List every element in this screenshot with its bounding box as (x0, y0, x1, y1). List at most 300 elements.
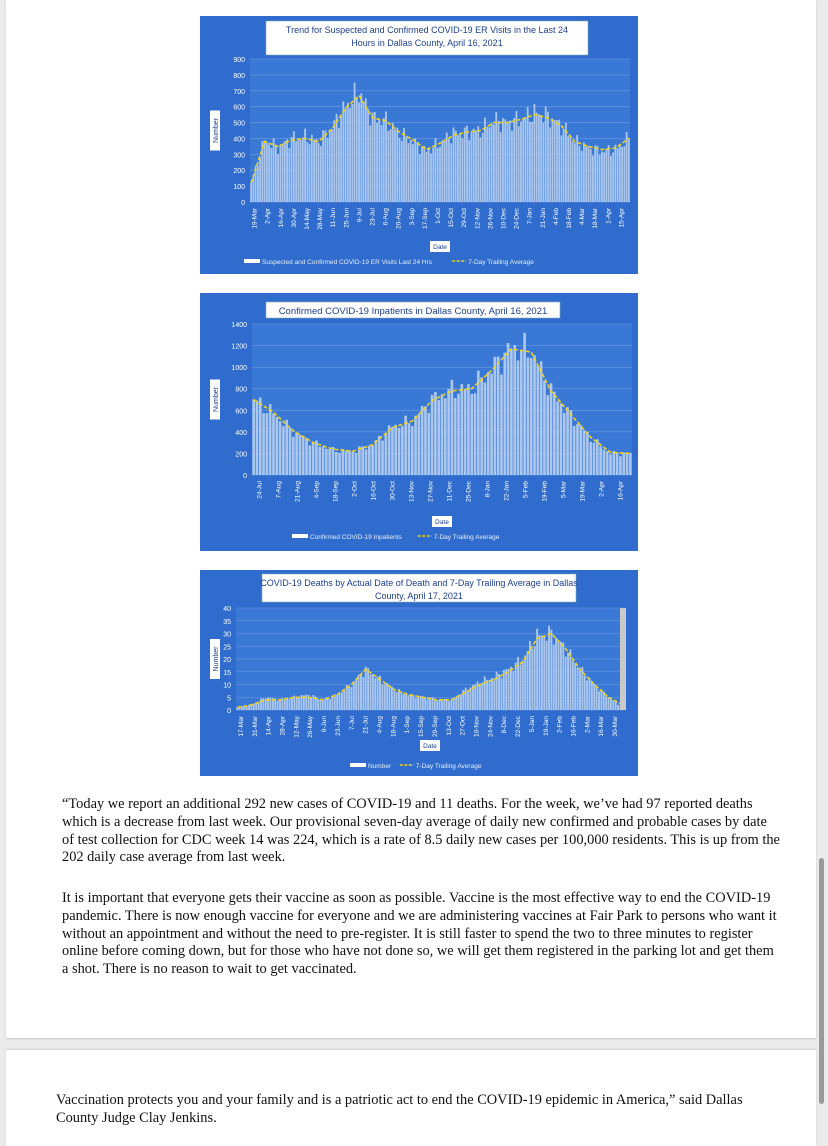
x-tick-label: 8-Jan (484, 481, 492, 498)
x-tick-label: 16-Mar (598, 716, 606, 737)
data-bar (570, 410, 573, 475)
data-bar (317, 699, 319, 710)
data-bar (408, 143, 410, 202)
data-bar (351, 452, 354, 475)
y-tick-label: 200 (235, 451, 247, 459)
data-bar (322, 447, 325, 475)
data-bar (448, 701, 450, 710)
data-bar (306, 142, 308, 202)
data-bar (329, 130, 331, 202)
data-bar (331, 697, 333, 710)
data-bar (461, 384, 464, 475)
x-tick-label: 2-Mar (584, 716, 592, 733)
data-bar (289, 699, 291, 710)
data-bar (480, 137, 482, 202)
data-bar (296, 698, 298, 710)
data-bar (275, 145, 277, 202)
data-bar (394, 129, 396, 202)
data-bar (484, 118, 486, 202)
data-bar (391, 687, 393, 710)
data-bar (327, 138, 329, 202)
data-bar (590, 149, 592, 202)
data-bar (538, 114, 540, 202)
data-bar (418, 414, 421, 475)
data-bar (510, 349, 513, 475)
data-bar (346, 685, 348, 710)
y-tick-label: 0 (227, 708, 231, 715)
data-bar (368, 446, 371, 475)
data-bar (309, 144, 311, 202)
data-bar (565, 656, 567, 710)
data-bar (567, 136, 569, 202)
data-bar (313, 140, 315, 202)
data-bar (475, 130, 477, 202)
y-tick-label: 0 (241, 200, 245, 207)
data-bar (320, 146, 322, 202)
data-bar (536, 113, 538, 202)
data-bar (495, 112, 497, 202)
data-bar (358, 102, 360, 202)
x-axis-label: Date (433, 244, 447, 251)
x-tick-label: 5-Mar (560, 481, 568, 498)
data-bar (572, 141, 574, 202)
data-bar (470, 394, 473, 475)
chart-title-line-2: Hours in Dallas County, April 16, 2021 (351, 38, 503, 48)
x-tick-label: 28-Apr (279, 716, 287, 736)
x-tick-label: 1-Apr (605, 208, 613, 224)
data-bar (453, 128, 455, 202)
data-bar (467, 691, 469, 710)
data-bar (493, 678, 495, 710)
x-tick-label: 11-Dec (446, 481, 454, 502)
data-bar (311, 135, 313, 202)
data-bar (439, 700, 441, 710)
data-bar (403, 128, 405, 202)
data-bar (371, 446, 374, 475)
data-bar (372, 674, 374, 710)
data-bar (540, 116, 542, 202)
y-tick-label: 600 (235, 408, 247, 416)
data-bar (465, 688, 467, 710)
x-tick-label: 4-Mar (579, 208, 587, 225)
data-bar (534, 646, 536, 710)
data-bar (385, 433, 388, 475)
data-bar (427, 413, 430, 475)
chart-title-line-1: COVID-19 Deaths by Actual Date of Death and 7-Day Trailing Average in Dallas (260, 578, 578, 588)
x-tick-label: 9-Jun (321, 716, 329, 733)
data-bar (500, 375, 503, 475)
data-bar (279, 145, 281, 202)
data-bar (599, 446, 602, 475)
data-bar (302, 137, 304, 202)
data-bar (426, 152, 428, 202)
data-bar (592, 155, 594, 202)
scrollbar-thumb[interactable] (819, 858, 824, 1104)
data-bar (423, 146, 425, 202)
x-tick-label: 23-Jul (369, 208, 377, 226)
data-bar (320, 699, 322, 710)
paragraph-case-report: “Today we report an additional 292 new cases of COVID-19 and 11 deaths. For the week, we’ve had 97 reported deaths which is a decrease from last week. Our provisional seven-day average of daily new confirmed and probable cases by date of test collection for CDC week 14 was 224, which is a rate of 8.5 daily new cases per 100,000 residents. This is up from the 202 daily case average from last week. (62, 796, 780, 866)
data-bar (589, 678, 591, 710)
data-bar (552, 118, 554, 202)
x-tick-label: 28-May (317, 208, 325, 230)
data-bar (541, 635, 543, 710)
x-tick-label: 21-Aug (294, 481, 302, 502)
data-bar (539, 635, 541, 710)
data-bar (410, 694, 412, 710)
x-tick-label: 8-Dec (501, 716, 509, 734)
data-bar (266, 142, 268, 202)
data-bar (257, 165, 259, 202)
x-tick-label: 17-Sep (421, 208, 429, 229)
x-tick-label: 24-Nov (487, 716, 495, 737)
data-bar (309, 445, 312, 475)
data-bar (282, 144, 284, 202)
data-bar (459, 133, 461, 202)
data-bar (365, 667, 367, 710)
data-bar (516, 111, 518, 202)
y-tick-label: 1400 (231, 322, 247, 329)
er-visits-chart (200, 16, 638, 274)
data-bar (484, 382, 487, 475)
data-bar (451, 380, 454, 475)
data-bar (270, 148, 272, 202)
data-bar (504, 119, 506, 202)
x-tick-label: 3-Sep (408, 208, 416, 226)
data-bar (493, 124, 495, 202)
x-tick-label: 13-Oct (445, 716, 453, 736)
data-bar (581, 151, 583, 202)
data-bar (494, 357, 497, 475)
y-tick-label: 1200 (231, 343, 247, 351)
x-tick-label: 29-Sep (431, 716, 439, 737)
data-bar (253, 704, 255, 710)
data-bar (486, 680, 488, 710)
data-bar (525, 117, 527, 202)
data-bar (250, 183, 252, 202)
data-bar (405, 136, 407, 202)
data-bar (285, 420, 288, 475)
data-bar (355, 453, 358, 475)
data-bar (400, 692, 402, 710)
data-bar (527, 107, 529, 202)
data-bar (372, 113, 374, 202)
data-bar (522, 660, 524, 710)
data-bar (424, 406, 427, 475)
data-bar (518, 126, 520, 202)
data-bar (558, 640, 560, 710)
document-page (6, 0, 816, 1038)
data-bar (517, 360, 520, 475)
data-bar (543, 636, 545, 710)
data-bar (455, 697, 457, 710)
data-bar (586, 680, 588, 710)
data-bar (553, 644, 555, 710)
data-bar (350, 687, 352, 710)
data-bar (429, 699, 431, 710)
data-bar (428, 149, 430, 202)
data-bar (622, 452, 625, 475)
data-bar (363, 102, 365, 202)
data-bar (500, 132, 502, 202)
x-tick-label: 30-Mar (612, 716, 620, 737)
data-bar (585, 146, 587, 202)
data-bar (548, 626, 550, 710)
y-tick-label: 30 (223, 631, 231, 639)
data-bar (277, 154, 279, 202)
data-bar (396, 692, 398, 710)
data-bar (381, 684, 383, 710)
data-bar (259, 157, 261, 202)
data-bar (304, 129, 306, 202)
data-bar (531, 122, 533, 202)
x-tick-label: 7-Aug (275, 481, 283, 499)
data-bar (333, 120, 335, 202)
data-bar (520, 350, 523, 475)
data-bar (340, 115, 342, 202)
data-bar (328, 449, 331, 475)
data-bar (523, 333, 526, 475)
data-bar (441, 140, 443, 202)
data-bar (384, 684, 386, 710)
data-bar (439, 147, 441, 202)
chart-title-line-2: County, April 17, 2021 (375, 591, 463, 601)
data-bar (264, 140, 266, 202)
y-tick-label: 25 (223, 644, 231, 652)
data-bar (279, 421, 282, 475)
data-bar (448, 139, 450, 202)
data-bar (464, 127, 466, 202)
x-axis-label: Date (435, 519, 449, 526)
data-bar (421, 406, 424, 475)
data-bar (348, 687, 350, 710)
data-bar (491, 678, 493, 710)
x-tick-label: 26-May (307, 716, 315, 738)
data-bar (596, 146, 598, 202)
data-bar (447, 389, 450, 475)
data-bar (342, 449, 345, 475)
data-bar (404, 416, 407, 475)
x-tick-label: 19-Mar (251, 208, 259, 229)
data-bar (593, 684, 595, 710)
data-bar (343, 691, 345, 710)
x-tick-label: 19-Feb (541, 481, 549, 502)
data-bar (547, 112, 549, 202)
data-bar (628, 138, 630, 202)
data-bar (500, 678, 502, 710)
data-bar (619, 456, 622, 475)
x-tick-label: 16-Feb (570, 716, 578, 737)
y-tick-label: 0 (243, 473, 247, 480)
data-bar (536, 629, 538, 710)
data-bar (332, 447, 335, 475)
data-bar (579, 670, 581, 710)
legend-series-swatch (292, 534, 308, 538)
data-bar (612, 700, 614, 710)
chart-scroll-indicator (620, 608, 626, 710)
data-bar (318, 447, 321, 475)
data-bar (570, 137, 572, 202)
data-bar (262, 413, 265, 475)
x-tick-label: 5-Jan (528, 716, 536, 733)
data-bar (324, 698, 326, 710)
data-bar (272, 414, 275, 475)
data-bar (394, 425, 397, 475)
data-bar (550, 383, 553, 475)
data-bar (266, 413, 269, 475)
data-bar (367, 109, 369, 202)
data-bar (338, 128, 340, 202)
data-bar (596, 439, 599, 475)
data-bar (349, 108, 351, 202)
x-tick-label: 18-Feb (566, 208, 574, 229)
data-bar (574, 143, 576, 202)
data-bar (325, 449, 328, 475)
data-bar (362, 677, 364, 710)
data-bar (576, 135, 578, 202)
x-tick-label: 24-Jul (256, 481, 264, 499)
data-bar (520, 122, 522, 202)
data-bar (545, 106, 547, 202)
x-tick-label: 19-Jan (542, 716, 550, 736)
data-bar (392, 123, 394, 202)
data-bar (529, 122, 531, 202)
x-tick-label: 1-Oct (435, 208, 442, 224)
data-bar (399, 138, 401, 202)
data-bar (446, 133, 448, 202)
data-bar (383, 118, 385, 202)
data-bar (605, 149, 607, 202)
data-bar (259, 398, 262, 475)
data-bar (444, 398, 447, 475)
data-bar (430, 153, 432, 202)
data-bar (412, 695, 414, 710)
data-bar (560, 403, 563, 475)
data-bar (286, 699, 288, 710)
data-bar (498, 674, 500, 710)
y-tick-label: 15 (223, 669, 231, 677)
data-bar (533, 355, 536, 475)
data-bar (511, 131, 513, 202)
data-bar (566, 407, 569, 475)
data-bar (481, 683, 483, 710)
data-bar (531, 649, 533, 710)
data-bar (567, 653, 569, 710)
data-bar (437, 148, 439, 202)
data-bar (605, 696, 607, 710)
data-bar (550, 630, 552, 710)
data-bar (374, 678, 376, 710)
data-bar (471, 133, 473, 202)
x-tick-label: 7-Jan (526, 208, 534, 225)
data-bar (305, 438, 308, 475)
data-bar (322, 700, 324, 710)
x-tick-label: 21-Jul (362, 716, 370, 734)
data-bar (297, 138, 299, 202)
data-bar (434, 700, 436, 710)
data-bar (513, 118, 515, 202)
data-bar (436, 700, 438, 710)
data-bar (558, 120, 560, 202)
data-bar (626, 453, 629, 475)
deaths-chart (200, 570, 638, 776)
data-bar (462, 138, 464, 202)
data-bar (378, 119, 380, 202)
data-bar (415, 698, 417, 710)
data-bar (457, 135, 459, 202)
data-bar (540, 361, 543, 475)
data-bar (398, 428, 401, 475)
data-bar (577, 667, 579, 710)
data-bar (360, 93, 362, 202)
data-bar (554, 120, 556, 202)
data-bar (588, 146, 590, 202)
data-bar (341, 692, 343, 710)
data-bar (489, 127, 491, 202)
data-bar (610, 156, 612, 202)
data-bar (390, 129, 392, 202)
y-tick-label: 500 (233, 120, 245, 128)
data-bar (338, 453, 341, 475)
data-bar (288, 148, 290, 202)
x-tick-label: 20-Aug (395, 208, 403, 229)
data-bar (473, 129, 475, 202)
x-tick-label: 23-Jun (334, 716, 342, 736)
x-tick-label: 13-Nov (408, 481, 416, 502)
data-bar (586, 432, 589, 475)
y-tick-label: 900 (233, 57, 245, 64)
data-bar (556, 401, 559, 475)
data-bar (589, 442, 592, 475)
data-bar (279, 700, 281, 710)
data-bar (619, 145, 621, 202)
data-bar (562, 643, 564, 710)
y-tick-label: 400 (233, 136, 245, 144)
data-bar (573, 426, 576, 475)
data-bar (403, 694, 405, 710)
data-bar (603, 152, 605, 202)
x-tick-label: 5-Feb (522, 481, 530, 498)
x-tick-label: 2-Apr (598, 481, 606, 497)
data-bar (576, 424, 579, 475)
legend-avg-label: 7-Day Trailing Average (433, 534, 500, 541)
data-bar (315, 441, 318, 475)
data-bar (553, 392, 556, 475)
data-bar (295, 141, 297, 202)
data-bar (510, 667, 512, 710)
x-tick-label: 30-Oct (389, 481, 397, 501)
data-bar (603, 449, 606, 475)
x-tick-label: 30-Apr (290, 208, 298, 228)
y-tick-label: 1000 (231, 365, 247, 373)
data-bar (374, 112, 376, 202)
data-bar (556, 120, 558, 202)
paragraph-vaccine-info: It is important that everyone gets their vaccine as soon as possible. Vaccine is the most effective way to end the COVID-19 pandemic. There is now enough vaccine for everyone and we are administering vaccines at Fair Park to persons who want it without an appointment and without the need to pre-register. It is still faster to spend the two to three minutes to register online before coming down, but for those who have not done so, we will get them registered in the parking lot and get them a shot. There is no reason to wait to get vaccinated. (62, 890, 777, 978)
data-bar (505, 669, 507, 710)
x-tick-label: 4-Aug (376, 716, 384, 734)
data-bar (612, 152, 614, 202)
x-tick-label: 10-Dec (500, 208, 508, 229)
x-tick-label: 11-Jun (330, 208, 338, 228)
x-tick-label: 25-Jun (343, 208, 351, 228)
data-bar (379, 676, 381, 710)
data-bar (434, 392, 437, 475)
data-bar (437, 400, 440, 475)
data-bar (491, 123, 493, 202)
data-bar (422, 697, 424, 710)
data-bar (405, 694, 407, 710)
x-tick-label: 21-Jan (539, 208, 547, 228)
